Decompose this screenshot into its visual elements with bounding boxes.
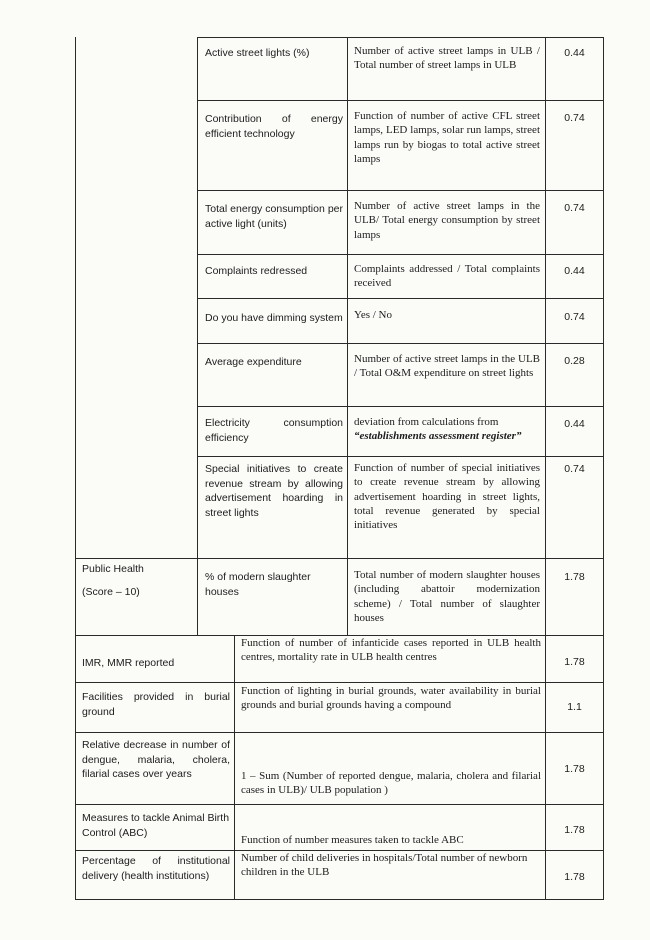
rule bbox=[75, 804, 604, 805]
score-cell: 0.74 bbox=[564, 112, 585, 124]
score-cell: 0.74 bbox=[564, 311, 585, 323]
rule bbox=[197, 343, 604, 344]
register-name: “establishments assessment register” bbox=[354, 430, 522, 443]
score-cell: 0.74 bbox=[564, 202, 585, 214]
score-cell: 0.28 bbox=[564, 355, 585, 367]
formula-cell: Complaints addressed / Total complaints received bbox=[354, 263, 540, 290]
formula-cell: Function of number measures taken to tackle ABC bbox=[241, 834, 464, 846]
rule bbox=[234, 635, 235, 900]
formula-cell: Function of number of infanticide cases reported in ULB health centres, mortality rate in ULB health centres bbox=[241, 637, 541, 664]
category-score: (Score – 10) bbox=[82, 586, 140, 598]
formula-cell bbox=[354, 415, 542, 444]
formula-cell: Total number of modern slaughter houses (including abattoir modernization scheme) / Total number of slaughter houses bbox=[354, 569, 540, 624]
score-cell: 1.78 bbox=[564, 763, 585, 775]
rule bbox=[197, 190, 604, 191]
rule bbox=[197, 406, 604, 407]
rule bbox=[603, 37, 604, 900]
rule bbox=[75, 558, 604, 559]
formula-cell: Number of active street lamps in ULB / Total number of street lamps in ULB bbox=[354, 45, 540, 72]
score-cell: 1.78 bbox=[564, 871, 585, 883]
rule bbox=[75, 732, 604, 733]
indicator-cell: Average expenditure bbox=[205, 356, 302, 368]
indicator-cell: Measures to tackle Animal Birth Control (ABC) bbox=[82, 812, 230, 839]
rule bbox=[197, 456, 604, 457]
rule bbox=[347, 37, 348, 635]
rule bbox=[75, 37, 76, 900]
score-cell: 1.78 bbox=[564, 824, 585, 836]
indicator-cell: Percentage of institutional delivery (health institutions) bbox=[82, 855, 230, 882]
indicator-cell: IMR, MMR reported bbox=[82, 657, 175, 669]
indicator-cell: Electricity consumption efficiency bbox=[205, 417, 343, 444]
indicator-cell: Total energy consumption per active light (units) bbox=[205, 203, 343, 230]
indicator-cell: % of modern slaughter houses bbox=[205, 571, 311, 598]
rule bbox=[197, 37, 604, 38]
rule bbox=[197, 100, 604, 101]
formula-cell: Yes / No bbox=[354, 309, 393, 321]
indicator-cell: Active street lights (%) bbox=[205, 47, 310, 59]
score-cell: 1.1 bbox=[567, 701, 582, 713]
rule bbox=[197, 298, 604, 299]
formula-cell: Number of active street lamps in the ULB/ Total energy consumption by street lamps bbox=[354, 200, 540, 241]
rule bbox=[197, 37, 198, 635]
formula-cell: 1 – Sum (Number of reported dengue, malaria, cholera and filarial cases in ULB)/ ULB population ) bbox=[241, 770, 541, 797]
formula-cell: Number of child deliveries in hospitals/Total number of newborn children in the ULB bbox=[241, 852, 528, 879]
indicator-cell: Facilities provided in burial ground bbox=[82, 691, 230, 718]
formula-cell: Function of number of active CFL street lamps, LED lamps, solar run lamps, street lamps run by biogas to total active street lamps bbox=[354, 110, 540, 165]
formula-cell: Function of lighting in burial grounds, water availability in burial grounds and burial grounds having a compound bbox=[241, 685, 541, 712]
indicator-cell: Contribution of energy efficient technology bbox=[205, 113, 343, 140]
indicator-cell: Complaints redressed bbox=[205, 265, 308, 277]
score-cell: 0.44 bbox=[564, 47, 585, 59]
indicator-cell: Relative decrease in number of dengue, malaria, cholera, filarial cases over years bbox=[82, 739, 230, 780]
rule bbox=[75, 899, 604, 900]
score-cell: 0.44 bbox=[564, 418, 585, 430]
rule bbox=[75, 682, 604, 683]
score-cell: 0.74 bbox=[564, 463, 585, 475]
category-label: Public Health bbox=[82, 563, 144, 575]
score-cell: 1.78 bbox=[564, 656, 585, 668]
formula-cell: Number of active street lamps in the ULB / Total O&M expenditure on street lights bbox=[354, 353, 540, 380]
score-cell: 1.78 bbox=[564, 571, 585, 583]
indicator-cell: Do you have dimming system bbox=[205, 312, 343, 324]
rule bbox=[197, 254, 604, 255]
indicator-cell: Special initiatives to create revenue stream by allowing advertisement hoarding in street lights bbox=[205, 463, 343, 519]
formula-cell: Function of number of special initiatives to create revenue stream by allowing advertisement hoarding in street lights, total revenue generated by special initiatives bbox=[354, 462, 540, 532]
formula-text: deviation from calculations from bbox=[354, 416, 499, 428]
score-cell: 0.44 bbox=[564, 265, 585, 277]
